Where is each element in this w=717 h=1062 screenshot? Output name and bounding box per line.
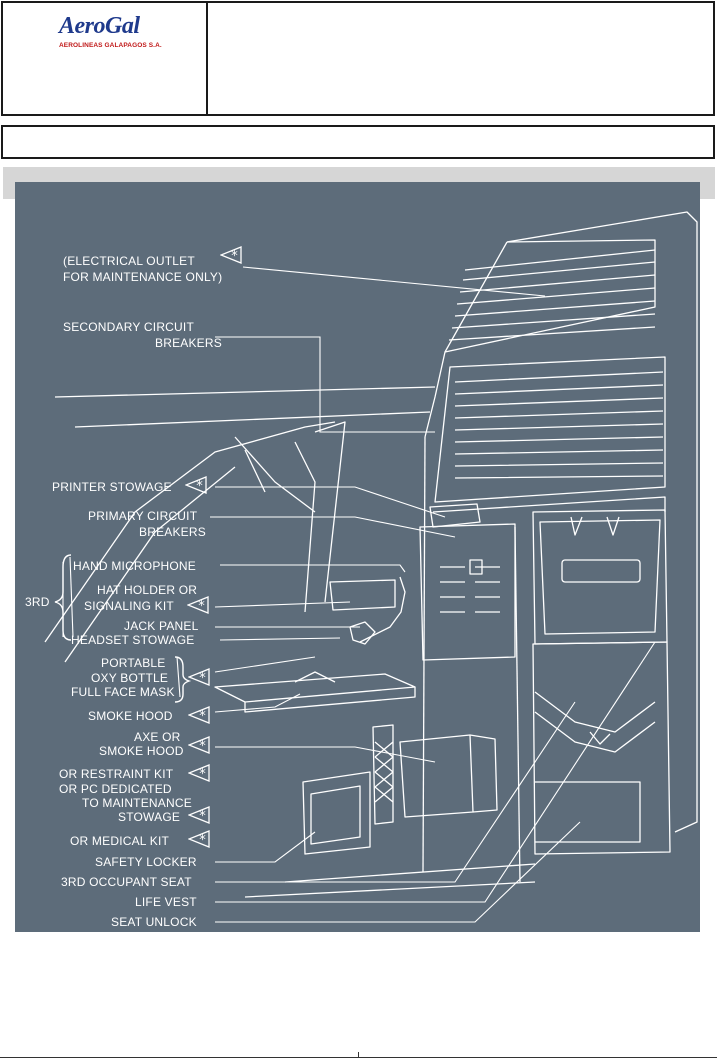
label-smoke-hood: SMOKE HOOD: [88, 709, 173, 723]
label-stowage: STOWAGE: [118, 810, 181, 824]
label-seat-unlock: SEAT UNLOCK: [111, 915, 197, 929]
asterisk-marker-icon: [187, 596, 209, 614]
label-portable: PORTABLE: [101, 656, 166, 670]
asterisk-marker-icon: [220, 246, 242, 264]
svg-text:*: *: [199, 833, 206, 848]
svg-text:*: *: [199, 739, 206, 754]
svg-text:*: *: [198, 599, 205, 614]
label-hat-holder: HAT HOLDER OR: [97, 583, 198, 597]
leader-hand-microphone: [220, 565, 405, 572]
leader-printer-stowage: [215, 487, 445, 517]
asterisk-marker-icon: [188, 736, 210, 754]
label-medical-kit: OR MEDICAL KIT: [70, 834, 170, 848]
asterisk-marker-icon: [188, 706, 210, 724]
svg-text:*: *: [199, 809, 206, 824]
label-to-maintenance: TO MAINTENANCE: [82, 796, 192, 810]
leader-headset-stowage: [220, 638, 340, 640]
cockpit-diagram: [15, 182, 700, 932]
svg-text:*: *: [196, 479, 203, 494]
label-headset-stowage: HEADSET STOWAGE: [71, 633, 195, 647]
label-oxy-bottle: OXY BOTTLE: [91, 671, 169, 685]
leader-seat-unlock: [215, 822, 580, 922]
leader-safety-locker: [215, 832, 315, 862]
header-divider: [206, 3, 208, 114]
label-secondary-cb-2: BREAKERS: [155, 336, 222, 350]
label-third-occupant-seat: 3RD OCCUPANT SEAT: [61, 875, 192, 889]
label-primary-cb: PRIMARY CIRCUIT: [88, 509, 198, 523]
svg-text:*: *: [231, 249, 238, 264]
label-electrical-outlet-2: FOR MAINTENANCE ONLY): [63, 270, 223, 284]
leader-third-seat: [215, 702, 575, 882]
footer-tick: [358, 1052, 359, 1058]
label-life-vest: LIFE VEST: [135, 895, 197, 909]
asterisk-marker-icon: [188, 764, 210, 782]
logo-subtitle: AEROLINEAS GALAPAGOS S.A.: [59, 42, 162, 49]
logo-wordmark: AeroGal: [59, 13, 140, 39]
svg-text:*: *: [199, 767, 206, 782]
asterisk-marker-icon: [188, 668, 210, 686]
leader-smoke-hood: [215, 694, 300, 712]
asterisk-marker-icon: [188, 806, 210, 824]
label-pc-dedicated: OR PC DEDICATED: [59, 782, 172, 796]
label-hat-holder-2: SIGNALING KIT: [84, 599, 174, 613]
leader-hat-holder: [215, 602, 350, 607]
label-restraint-kit: OR RESTRAINT KIT: [59, 767, 174, 781]
label-primary-cb-2: BREAKERS: [139, 525, 206, 539]
label-axe-or: AXE OR: [134, 730, 181, 744]
label-electrical-outlet: (ELECTRICAL OUTLET: [63, 254, 195, 268]
label-full-face-mask: FULL FACE MASK: [71, 685, 175, 699]
svg-text:*: *: [199, 671, 206, 686]
leader-electrical-outlet: [243, 267, 545, 296]
label-third: 3RD: [25, 595, 50, 609]
leader-secondary-cb: [215, 337, 435, 432]
asterisk-marker-icon: [188, 830, 210, 848]
document-header: [1, 1, 715, 116]
leader-oxy-bottle: [215, 657, 315, 672]
label-printer-stowage: PRINTER STOWAGE: [52, 480, 172, 494]
label-axe-smoke-hood: SMOKE HOOD: [99, 744, 184, 758]
leader-axe: [215, 747, 435, 762]
asterisk-marker-icon: [185, 476, 207, 494]
title-bar: [1, 125, 715, 159]
label-safety-locker: SAFETY LOCKER: [95, 855, 197, 869]
label-hand-microphone: HAND MICROPHONE: [73, 559, 197, 573]
label-secondary-cb: SECONDARY CIRCUIT: [63, 320, 194, 334]
svg-text:*: *: [199, 709, 206, 724]
aerogal-logo: [55, 13, 175, 53]
leader-life-vest: [215, 642, 655, 902]
label-jack-panel: JACK PANEL: [124, 619, 199, 633]
